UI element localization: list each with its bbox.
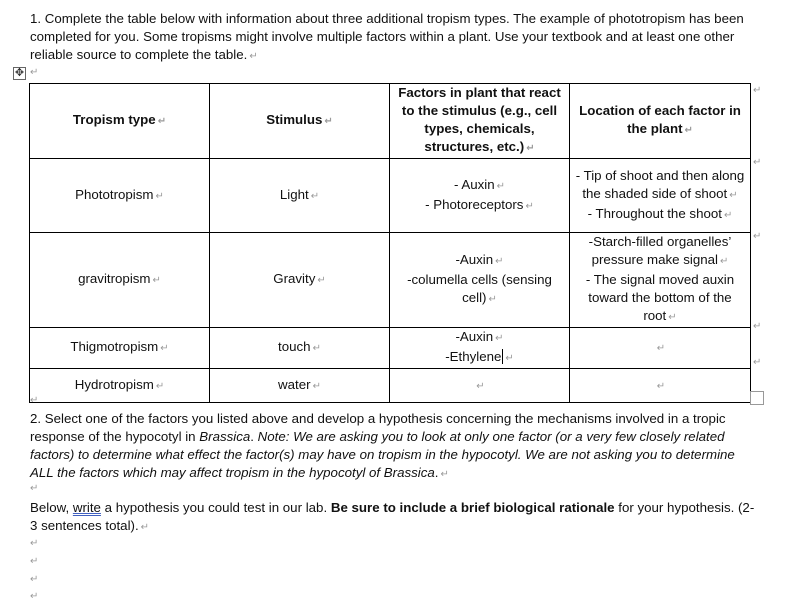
table-row [30, 328, 751, 369]
paragraph-mark-icon: ↵ [30, 483, 39, 494]
table-row [30, 159, 751, 233]
table-move-handle-icon[interactable]: ✥ [14, 67, 25, 79]
paragraph-mark-icon: ↵ [440, 469, 449, 480]
cell-stimulus[interactable]: touch ↵ [210, 328, 390, 369]
header-tropism-type: Tropism type ↵ [30, 84, 210, 159]
table-row [30, 233, 751, 328]
cell-location[interactable]: -Starch-filled organelles’ pressure make signal ↵ - The signal moved auxin toward the bottom of the root ↵ [570, 233, 751, 328]
header-stimulus: Stimulus ↵ [210, 84, 390, 159]
cell-factors[interactable]: ↵ [390, 369, 570, 403]
cell-factors[interactable]: -Auxin ↵ -columella cells (sensing cell) ↵ [390, 233, 570, 328]
tropism-table [29, 83, 751, 403]
table-row [30, 369, 751, 403]
paragraph-mark-icon: ↵ [249, 51, 258, 62]
cell-tropism-type[interactable]: gravitropism ↵ [30, 233, 210, 328]
paragraph-mark-icon: ↵ [30, 591, 39, 600]
row-end-mark-icon: ↵ [753, 157, 762, 168]
paragraph-mark-icon: ↵ [30, 556, 39, 567]
cell-location[interactable]: ↵ [570, 369, 751, 403]
cell-factors[interactable]: -Auxin ↵ -Ethylene ↵ [390, 328, 570, 369]
question-1 [30, 10, 755, 66]
cell-tropism-type[interactable]: Thigmotropism ↵ [30, 328, 210, 369]
row-end-mark-icon: ↵ [753, 321, 762, 332]
paragraph-mark-icon: ↵ [140, 522, 150, 533]
table-header-row [30, 84, 751, 159]
paragraph-mark-icon: ↵ [30, 574, 39, 585]
paragraph-mark-icon: ↵ [30, 395, 39, 406]
cell-location[interactable]: - Tip of shoot and then along the shaded side of shoot ↵ - Throughout the shoot ↵ [570, 159, 751, 233]
question-2: 2. Select one of the factors you listed above and develop a hypothesis concerning the mechanisms involved in a tropic response of the hypocotyl in Brassica. Note: We are asking you to look at only one factor (or a very few closely related factors) to determine what effect the factor(s) may have on tropism in the hypocotyl. We are not asking you to determine ALL the factors which may affect tropism in the hypocotyl of Brassica. ↵ [30, 411, 735, 480]
question-1-text: 1. Complete the table below with information about three additional tropism types. The example of phototropism has been completed for you. Some tropisms might involve multiple factors within a plant. Use your textbook and at least one other reliable source to complete the table. [30, 11, 744, 62]
cell-tropism-type[interactable]: Phototropism ↵ [30, 159, 210, 233]
row-end-mark-icon: ↵ [753, 357, 762, 368]
table-resize-handle[interactable] [750, 391, 764, 405]
cell-stimulus[interactable]: Gravity ↵ [210, 233, 390, 328]
cell-tropism-type[interactable]: Hydrotropism ↵ [30, 369, 210, 403]
row-end-mark-icon: ↵ [753, 231, 762, 242]
cell-stimulus[interactable]: water ↵ [210, 369, 390, 403]
cell-location[interactable]: ↵ [570, 328, 751, 369]
question-3: Below, write a hypothesis you could test in our lab. Be sure to include a brief biological rationale for your hypothesis. (2-3 sentences total). ↵ [30, 500, 755, 533]
cell-stimulus[interactable]: Light ↵ [210, 159, 390, 233]
header-location: Location of each factor in the plant ↵ [570, 84, 751, 159]
paragraph-mark-icon: ↵ [30, 67, 39, 78]
header-factors: Factors in plant that react to the stimulus (e.g., cell types, chemicals, structures, etc.) ↵ [390, 84, 570, 159]
cell-factors[interactable]: - Auxin ↵ - Photoreceptors ↵ [390, 159, 570, 233]
row-end-mark-icon: ↵ [753, 85, 762, 96]
paragraph-mark-icon: ↵ [30, 538, 39, 549]
